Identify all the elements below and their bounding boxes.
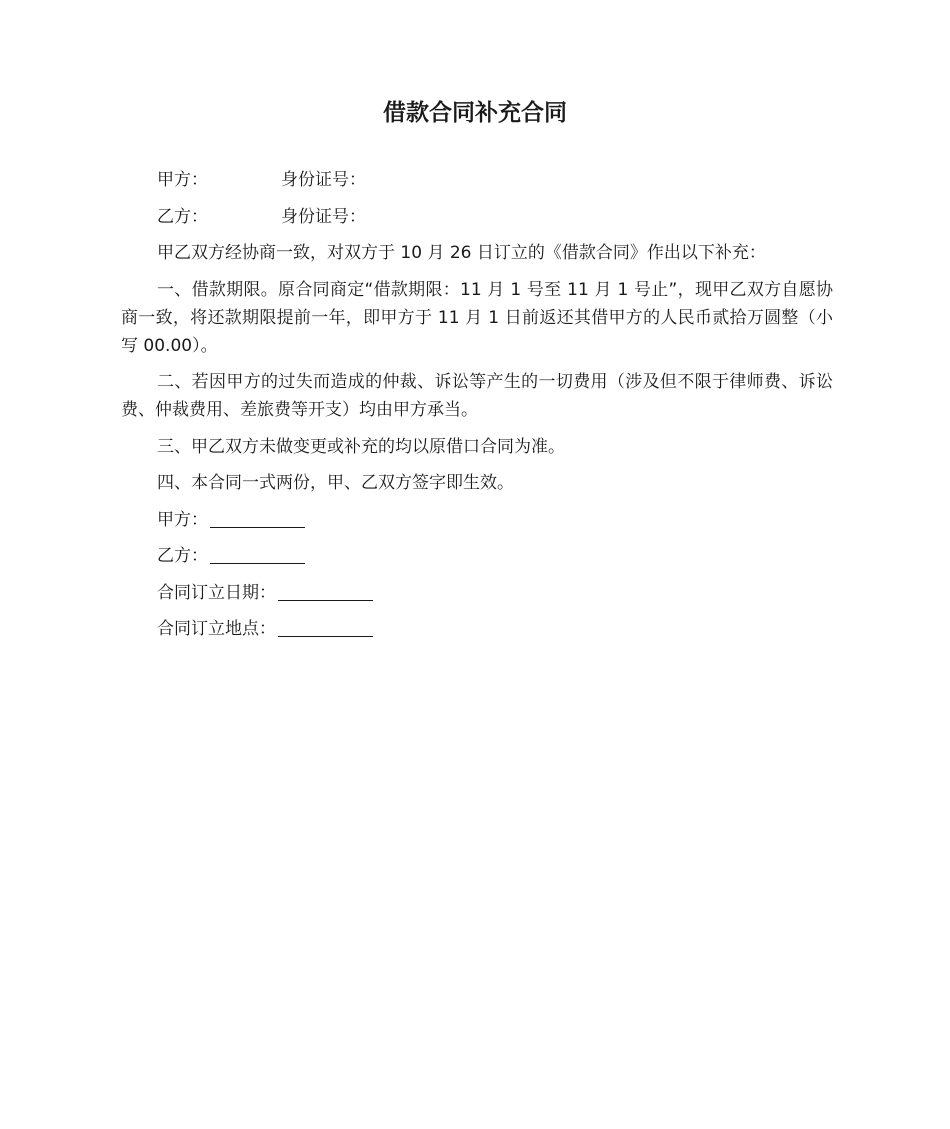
party-a-id-label: 身份证号：	[281, 170, 366, 190]
clause-1: 一、借款期限。原合同商定“借款期限：11 月 1 号至 11 月 1 号止”，现甲乙双方自愿协商一致，将还款期限提前一年，即甲方于 11 月 1 日前返还其借甲方的人民币贰拾万圆整（小写 00.00）。	[121, 279, 833, 356]
party-b-id-label: 身份证号：	[281, 206, 366, 227]
signature-party-a-blank	[210, 507, 305, 528]
contract-date-blank	[278, 580, 373, 601]
party-a-label: 甲方：	[157, 170, 208, 190]
clause-3: 三、甲乙双方未做变更或补充的均以原借口合同为准。	[157, 436, 565, 457]
signature-party-b-blank	[210, 543, 305, 564]
party-b-label: 乙方：	[157, 206, 208, 227]
intro-paragraph: 甲乙双方经协商一致，对双方于 10 月 26 日订立的《借款合同》作出以下补充：	[157, 243, 766, 263]
contract-place-line	[121, 615, 833, 643]
document-body	[121, 166, 833, 652]
contract-place-label: 合同订立地点：	[157, 619, 276, 639]
clause-4: 四、本合同一式两份，甲、乙双方签字即生效。	[157, 473, 514, 493]
contract-date-line	[121, 579, 833, 607]
signature-party-b-label: 乙方：	[157, 546, 208, 566]
signature-party-a	[121, 506, 833, 534]
signature-party-b	[121, 542, 833, 570]
party-a-line	[121, 166, 833, 194]
signature-party-a-label: 甲方：	[157, 509, 208, 530]
document-title: 借款合同补充合同	[383, 100, 567, 126]
clause-2: 二、若因甲方的过失而造成的仲裁、诉讼等产生的一切费用（涉及但不限于律师费、诉讼费、仲裁费用、差旅费等开支）均由甲方承当。	[121, 372, 833, 420]
party-b-line	[121, 203, 833, 231]
contract-date-label: 合同订立日期：	[157, 582, 276, 603]
contract-place-blank	[278, 616, 373, 637]
